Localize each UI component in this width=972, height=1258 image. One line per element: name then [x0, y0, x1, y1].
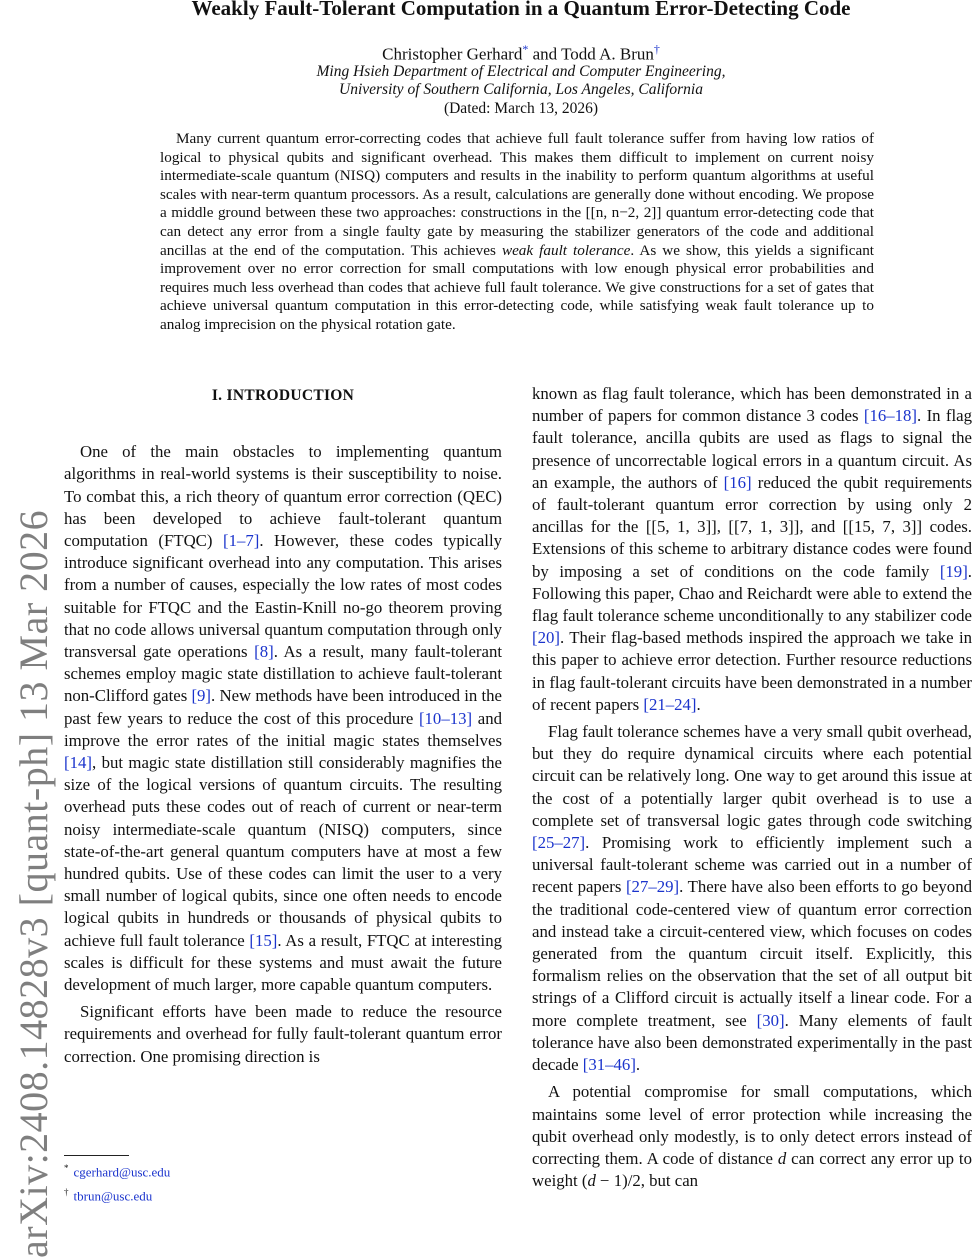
citation-link[interactable]: [16] [723, 472, 752, 492]
body-text: . New methods have been introduced in the past few years to reduce the cost of this procedure [64, 686, 502, 728]
paper-title: Weakly Fault-Tolerant Computation in a Quantum Error-Detecting Code [191, 0, 851, 20]
body-paragraph: Significant efforts have been made to reduce the resource requirements and overhead for fully fault-tolerant quantum error correction. One promising direction is [64, 1002, 502, 1066]
body-text: . [635, 1055, 641, 1075]
body-text: . Promising work to efficiently implement such a universal fault-tolerant scheme was carried out in a number of recent papers [532, 833, 972, 897]
citation-link[interactable]: [8] [254, 642, 274, 662]
citation-link[interactable]: [21–24] [643, 694, 697, 714]
abstract-text: Many current quantum error-correcting codes that achieve full fault tolerance suffer from having low ratios of logical to physical qubits and significant overhead. This makes them difficult to implement on current noisy intermediate-scale quantum (NISQ) computers and results in the inability to perform quantum algorithms at useful scales with near-term quantum processors. As a result, calculations are generally done without encoding. We propose a middle ground between these two approaches: constructions in the [160, 130, 874, 222]
citation-link[interactable]: [1–7] [222, 531, 260, 551]
footnote-mark: † [64, 1187, 69, 1198]
body-text: . [696, 694, 701, 714]
body-paragraph [64, 441, 502, 996]
citation-link[interactable]: [16–18] [863, 406, 917, 426]
affiliation-line: Ming Hsieh Department of Electrical and Computer Engineering, [316, 63, 726, 80]
citation-link[interactable]: [19] [939, 561, 968, 581]
abstract-text: quantum error-detecting code that can detect any error from a single faulty gate by measuring the stabilizer generators of the code and additional ancillas at the end of the computation. This achieves [160, 204, 875, 259]
footnote-item [64, 1158, 170, 1182]
footnote-mark: * [64, 1163, 69, 1173]
email-link[interactable]: cgerhard@usc.edu [73, 1164, 171, 1180]
author-name: Todd A. Brun [561, 44, 654, 64]
body-text: One of the main obstacles to implementing quantum algorithms in real-world systems is their susceptibility to noise. To combat this, a rich theory of quantum error correction (QEC) has been developed to achieve fault-tolerant quantum computation (FTQC) [64, 442, 502, 551]
body-text: . As a result, many fault-tolerant schemes employ magic state distillation to achieve fault-tolerant non-Clifford gates [64, 642, 502, 706]
body-text: . Many elements of fault tolerance have also been demonstrated experimentally in the past decade [532, 1010, 972, 1075]
abstract-text: . As we show, this yields a significant improvement over no error correction for small computations with low enough physical error probabilities and requires much less overhead than codes that achieve full fault tolerance. We give constructions for a set of gates that achieve universal quantum computation in this error-detecting code, while satisfying weak fault tolerance up to analog imprecision on the physical rotation gate. [160, 241, 875, 333]
body-text: A potential compromise for small computations, which maintains some level of error protection while increasing the qubit overhead only modestly, is to only detect errors instead of correcting them. A code of distance [532, 1082, 972, 1168]
section-heading: I. INTRODUCTION [211, 387, 355, 404]
citation-link[interactable]: [25–27] [532, 833, 586, 853]
body-text: . In flag fault tolerance, ancilla qubits are used as flags to signal the presence of uncorrectable logical errors in a quantum circuit. As an example, the authors of [532, 406, 972, 492]
affiliation-line: University of Southern California, Los Angeles, California [339, 81, 703, 98]
footnote-item [64, 1182, 170, 1206]
author-name: Christopher Gerhard [382, 44, 523, 64]
footnote-divider [64, 1155, 129, 1156]
citation-link[interactable]: [9] [191, 686, 212, 706]
footnote-mark[interactable]: * [522, 42, 529, 56]
abstract-math: [[n, n−2, 2]] [585, 204, 662, 222]
body-text: . Following this paper, Chao and Reichardt were able to extend the flag fault tolerance scheme unconditionally to any stabilizer code [532, 561, 972, 626]
body-paragraph [532, 721, 972, 1076]
abstract-emphasis: weak fault tolerance [501, 241, 631, 259]
citation-link[interactable]: [20] [532, 628, 560, 648]
body-text: − 1)/2, but can [595, 1171, 699, 1191]
body-text: known as flag fault tolerance, which has been demonstrated in a number of papers for common distance 3 codes [532, 384, 972, 426]
body-text: . However, these codes typically introduce significant overhead into any computation. This arises from a number of causes, especially the low rates of most codes suitable for FTQC and the Eastin-Knill no-go theorem proving that no code allows universal quantum computation through only transversal gate operations [64, 531, 502, 662]
body-text: reduced the qubit requirements of fault-tolerant quantum error correction by using only 2 ancillas for the [[5, 1, 3]], [[7, 1, 3]], and [[15, 7, 3]] codes. Extensions of this scheme to arbitrary distance codes were found by imposing a set of conditions on the code family [532, 472, 972, 581]
body-text: , but magic state distillation still considerably magnifies the size of the logical versions of quantum circuits. The resulting overhead puts these codes out of reach of current or near-term noisy intermediate-scale quantum (NISQ) computers, since state-of-the-art general quantum computers have at most a few hundred qubits. Use of these codes can limit the user to a very small number of logical qubits, since one often needs to encode logical qubits in hundreds or thousands of physical qubits to achieve full fault tolerance [64, 753, 502, 950]
citation-link[interactable]: [27–29] [625, 877, 680, 897]
author-separator: and [528, 44, 562, 64]
citation-link[interactable]: [30] [756, 1010, 785, 1030]
body-text: . As a result, FTQC at interesting scales is difficult for these systems and must await the future development of much larger, more capable quantum computers. [64, 930, 502, 995]
citation-link[interactable]: [31–46] [582, 1055, 636, 1075]
email-link[interactable]: tbrun@usc.edu [73, 1188, 153, 1204]
arxiv-identifier-stamp: arXiv:2408.14828v3 [quant-ph] 13 Mar 2026 [11, 509, 56, 1258]
math-variable: d [777, 1148, 787, 1168]
citation-link[interactable]: [10–13] [418, 708, 473, 728]
body-paragraph [532, 1081, 972, 1192]
footnote-mark[interactable]: † [653, 42, 660, 56]
math-variable: d [587, 1171, 596, 1191]
body-text: . Their flag-based methods inspired the approach we take in this paper to achieve error detection. Further resource reductions in flag fault-tolerant circuits have been demonstrated in a number of recent papers [532, 628, 972, 714]
left-column [64, 385, 502, 1068]
footnotes [64, 1158, 170, 1207]
body-text: and improve the error rates of the initial magic states themselves [64, 708, 502, 750]
body-text: Flag fault tolerance schemes have a very small qubit overhead, but they do require dynamical circuits where each potential circuit can be relatively long. One way to get around this issue at the cost of a potentially larger qubit overhead is to use a complete set of transversal logic gates through code switching [532, 722, 972, 830]
date-line: (Dated: March 13, 2026) [443, 100, 599, 117]
right-column [532, 383, 972, 1192]
author-list [70, 42, 972, 65]
citation-link[interactable]: [14] [64, 753, 92, 773]
body-text: can correct any error up to weight ( [532, 1148, 972, 1191]
citation-link[interactable]: [15] [249, 930, 278, 950]
abstract [160, 130, 874, 335]
body-text: . There have also been efforts to go beyond the traditional code-centered view of quantum error correction and instead take a circuit-centered view, which focuses on codes generated from the quantum circuit itself. Explicitly, this formalism relies on the observation that the set of all output bit strings of a Clifford circuit is actually itself a linear code. For a more complete treatment, see [532, 877, 972, 1030]
body-paragraph [532, 383, 972, 716]
